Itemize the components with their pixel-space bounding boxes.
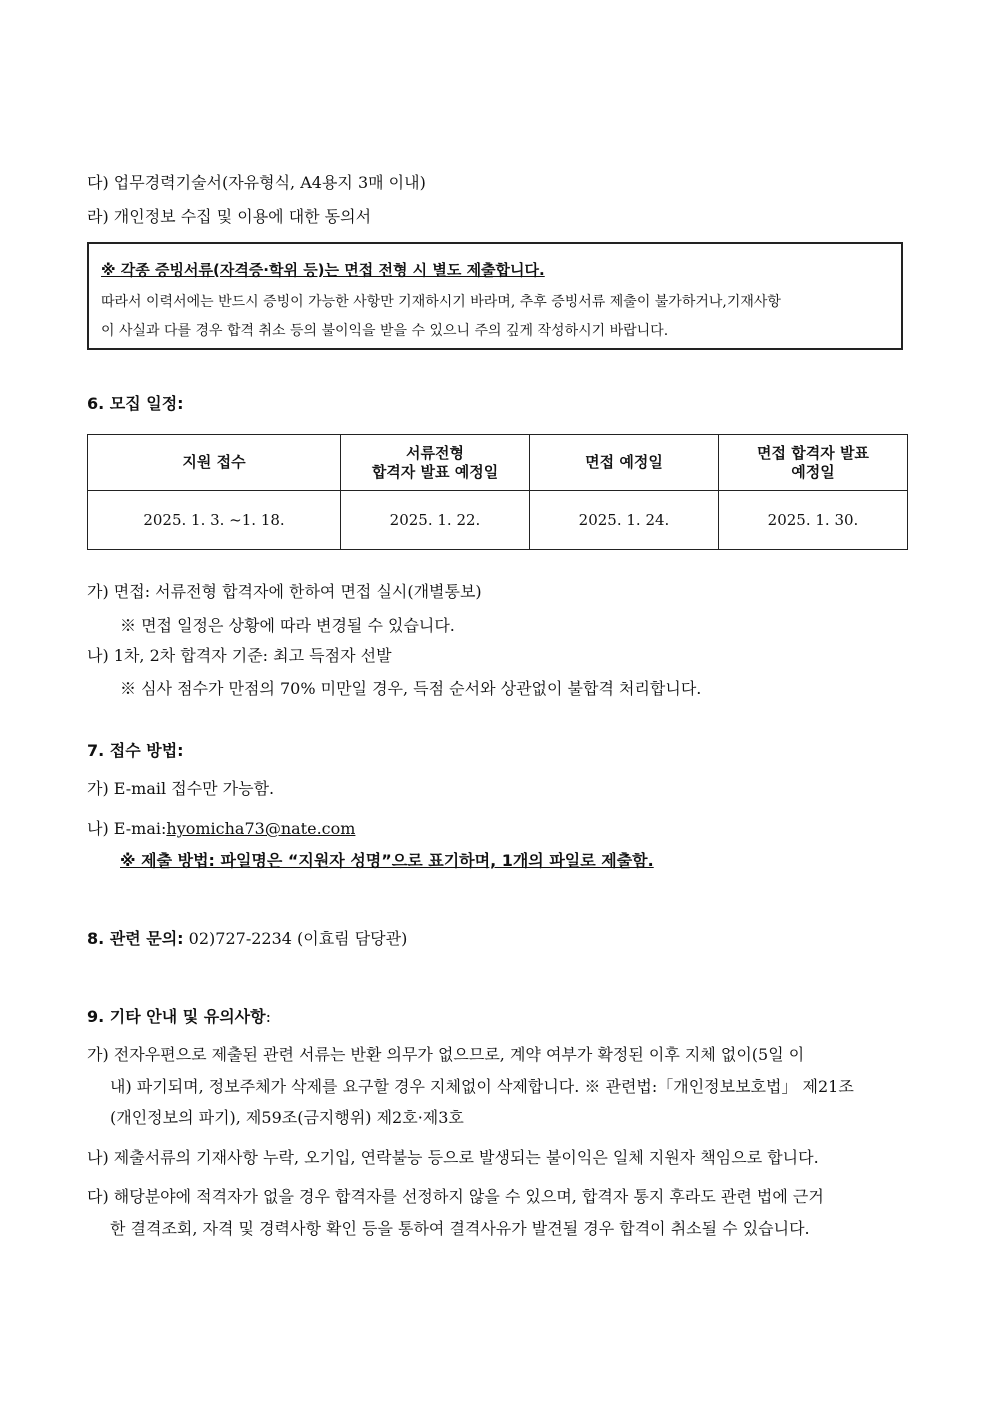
s9-item-ga-3: (개인정보의 파기), 제59조(금지행위) 제2호·제3호 xyxy=(110,1108,464,1127)
table-row xyxy=(88,491,908,550)
s6-item-na-note: ※ 심사 점수가 만점의 70% 미만일 경우, 득점 순서와 상관없이 불합격 처리합니다. xyxy=(120,679,702,698)
section-9-heading-colon: : xyxy=(265,1007,271,1026)
header-apply: 지원 접수 xyxy=(88,435,341,491)
s6-item-ga: 가) 면접: 서류전형 합격자에 한하여 면접 실시(개별통보) xyxy=(87,582,482,601)
header-interview: 면접 예정일 xyxy=(530,435,719,491)
email-link[interactable]: hyomicha73@nate.com xyxy=(166,819,356,838)
notice-title: ※ 각종 증빙서류(자격증·학위 등)는 면접 전형 시 별도 제출합니다. xyxy=(101,261,545,279)
section-8-heading: 8. 관련 문의: xyxy=(87,929,184,948)
section-9-heading-line xyxy=(87,1006,271,1028)
s9-item-ga-2: 내) 파기되며, 정보주체가 삭제를 요구할 경우 지체없이 삭제합니다. ※ 관련법:「개인정보보호법」 제21조 xyxy=(110,1077,854,1096)
s9-item-da-2: 한 결격조회, 자격 및 경력사항 확인 등을 통하여 결격사유가 발견될 경우 합격이 취소될 수 있습니다. xyxy=(110,1219,810,1238)
cell-interview-date: 2025. 1. 24. xyxy=(530,491,719,550)
s7-submit-note: ※ 제출 방법: 파일명은 “지원자 성명”으로 표기하며, 1개의 파일로 제출함. xyxy=(120,851,654,870)
s6-item-na: 나) 1차, 2차 합격자 기준: 최고 득점자 선발 xyxy=(87,646,392,665)
notice-line-2: 이 사실과 다를 경우 합격 취소 등의 불이익을 받을 수 있으니 주의 깊게 작성하시기 바랍니다. xyxy=(101,323,669,339)
s7-email-label: 나) E-mai: xyxy=(87,819,167,838)
s9-item-na: 나) 제출서류의 기재사항 누락, 오기입, 연락불능 등으로 발생되는 불이익은 일체 지원자 책임으로 합니다. xyxy=(87,1148,819,1167)
section-7-heading: 7. 접수 방법: xyxy=(87,741,184,760)
header-final-result: 면접 합격자 발표 예정일 xyxy=(719,435,908,491)
s7-item-ga: 가) E-mail 접수만 가능함. xyxy=(87,779,275,798)
notice-box xyxy=(87,242,903,350)
contact-info: 02)727-2234 (이효림 담당관) xyxy=(188,929,408,948)
s9-item-ga-1: 가) 전자우편으로 제출된 관련 서류는 반환 의무가 없으므로, 계약 여부가 확정된 이후 지체 없이(5일 이 xyxy=(87,1045,805,1064)
header-doc-result: 서류전형 합격자 발표 예정일 xyxy=(341,435,530,491)
table-header-row xyxy=(88,435,908,491)
item-ra: 라) 개인정보 수집 및 이용에 대한 동의서 xyxy=(87,207,372,226)
s9-item-da-1: 다) 해당분야에 적격자가 없을 경우 합격자를 선정하지 않을 수 있으며, 합격자 통지 후라도 관련 법에 근거 xyxy=(87,1187,824,1206)
section-6-heading: 6. 모집 일정: xyxy=(87,394,184,413)
section-9-heading: 9. 기타 안내 및 유의사항 xyxy=(87,1007,266,1026)
cell-doc-result-date: 2025. 1. 22. xyxy=(341,491,530,550)
section-8 xyxy=(87,928,407,950)
cell-final-result-date: 2025. 1. 30. xyxy=(719,491,908,550)
item-da: 다) 업무경력기술서(자유형식, A4용지 3매 이내) xyxy=(87,173,426,192)
schedule-table xyxy=(87,434,908,550)
cell-apply-date: 2025. 1. 3. ~1. 18. xyxy=(88,491,341,550)
s6-item-ga-note: ※ 면접 일정은 상황에 따라 변경될 수 있습니다. xyxy=(120,616,455,635)
s7-item-na xyxy=(87,818,355,840)
notice-line-1: 따라서 이력서에는 반드시 증빙이 가능한 사항만 기재하시기 바라며, 추후 증빙서류 제출이 불가하거나,기재사항 xyxy=(101,294,781,310)
